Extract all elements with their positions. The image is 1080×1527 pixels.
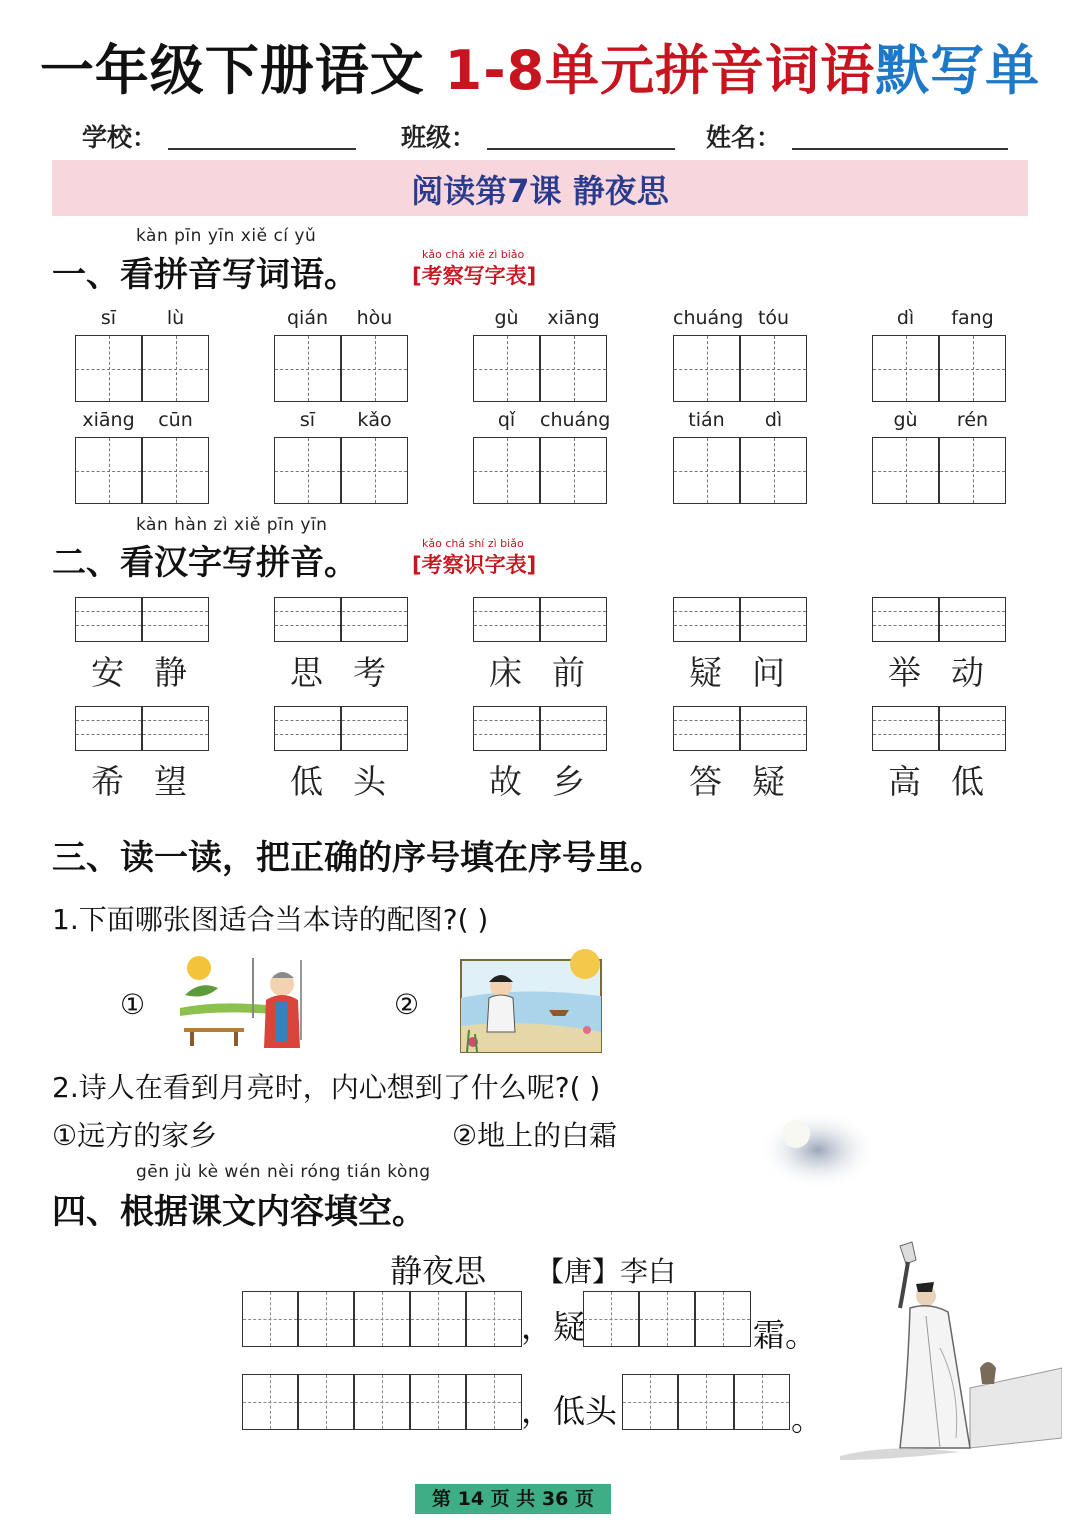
poem-blank-cell[interactable] (466, 1374, 522, 1430)
pinyin-label: qián (286, 307, 329, 329)
pinyin-label: sī (100, 307, 117, 329)
pinyin-writing-box[interactable] (740, 706, 807, 751)
hanzi-word: 希望 (91, 762, 217, 801)
pinyin-writing-box[interactable] (872, 597, 939, 642)
poem-blank-cell[interactable] (410, 1291, 466, 1347)
poem-blank-cell[interactable] (695, 1291, 751, 1347)
hanzi-word: 疑问 (689, 653, 815, 692)
pinyin-writing-box[interactable] (341, 597, 408, 642)
section2-tag-ruby: kǎo chá shí zì biǎo (422, 537, 524, 550)
hanzi-word: 思考 (290, 653, 416, 692)
pinyin-writing-box[interactable] (673, 597, 740, 642)
pinyin-label: sī (299, 409, 316, 431)
tianzige-writing-box[interactable] (142, 335, 209, 402)
tianzige-writing-box[interactable] (540, 335, 607, 402)
tianzige-writing-box[interactable] (872, 437, 939, 504)
poem-line2-mid: ，低头 (521, 1392, 618, 1430)
pinyin-writing-box[interactable] (473, 706, 540, 751)
question-1: 1.下面哪张图适合当本诗的配图?( ) (52, 903, 489, 936)
hanzi-word: 答疑 (689, 762, 815, 801)
pinyin-writing-box[interactable] (939, 597, 1006, 642)
tianzige-writing-box[interactable] (75, 335, 142, 402)
poem-line1-mid: ，疑 (521, 1308, 586, 1346)
tianzige-writing-box[interactable] (341, 437, 408, 504)
section1-ruby: kàn pīn yīn xiě cí yǔ (136, 226, 317, 246)
tianzige-writing-box[interactable] (939, 437, 1006, 504)
poem-blank-cell[interactable] (466, 1291, 522, 1347)
pinyin-label: chuáng (540, 409, 611, 431)
pinyin-writing-box[interactable] (142, 706, 209, 751)
pinyin-label: kǎo (357, 409, 392, 431)
poem-blank-cell[interactable] (734, 1374, 790, 1430)
hanzi-word: 安静 (91, 653, 217, 692)
section2-ruby: kàn hàn zì xiě pīn yīn (136, 515, 328, 535)
option-2-label: ② (394, 988, 420, 1021)
page-number-badge: 第 14 页 共 36 页 (415, 1484, 611, 1514)
section1-tag-ruby: kǎo chá xiě zì biǎo (422, 248, 525, 261)
hanzi-word: 故乡 (489, 762, 615, 801)
answer-option-1: ①远方的家乡 (52, 1119, 218, 1152)
tianzige-writing-box[interactable] (274, 437, 341, 504)
section1-heading: 一、看拼音写词语。 (52, 255, 358, 295)
pinyin-label: lù (166, 307, 185, 329)
pinyin-writing-box[interactable] (939, 706, 1006, 751)
pinyin-writing-box[interactable] (75, 706, 142, 751)
pinyin-label: rén (956, 409, 989, 431)
pinyin-writing-box[interactable] (872, 706, 939, 751)
poem-blank-cell[interactable] (242, 1374, 298, 1430)
pinyin-writing-box[interactable] (274, 706, 341, 751)
section1-tag: [考察写字表] (412, 264, 537, 288)
tianzige-writing-box[interactable] (341, 335, 408, 402)
title-part-3: 默写单 (875, 39, 1041, 102)
pinyin-writing-box[interactable] (673, 706, 740, 751)
moon-decoration (758, 1104, 878, 1192)
tianzige-writing-box[interactable] (274, 335, 341, 402)
pinyin-label: dì (764, 409, 783, 431)
option-2-picture[interactable] (459, 946, 613, 1054)
pinyin-writing-box[interactable] (75, 597, 142, 642)
pinyin-label: gù (893, 409, 918, 431)
school-field[interactable] (168, 148, 356, 150)
pinyin-label: tóu (757, 307, 790, 329)
pinyin-label: dì (896, 307, 915, 329)
poet-illustration (830, 1238, 1062, 1460)
poem-line1-end: 霜。 (753, 1316, 818, 1354)
tianzige-writing-box[interactable] (540, 437, 607, 504)
name-label: 姓名： (706, 123, 782, 152)
pinyin-label: qǐ (497, 409, 516, 431)
tianzige-writing-box[interactable] (740, 437, 807, 504)
poem-blank-cell[interactable] (298, 1291, 354, 1347)
pinyin-writing-box[interactable] (341, 706, 408, 751)
pinyin-label: gù (494, 307, 519, 329)
pinyin-label: cūn (158, 409, 193, 431)
section3-heading: 三、读一读，把正确的序号填在序号里。 (52, 838, 664, 878)
tianzige-writing-box[interactable] (740, 335, 807, 402)
pinyin-label: fang (951, 307, 994, 329)
pinyin-writing-box[interactable] (540, 597, 607, 642)
poem-blank-cell[interactable] (622, 1374, 678, 1430)
poem-blank-cell[interactable] (354, 1374, 410, 1430)
hanzi-word: 举动 (888, 653, 1014, 692)
title-part-2: 1-8单元拼音词语 (444, 39, 876, 102)
pinyin-writing-box[interactable] (473, 597, 540, 642)
option-1-label: ① (120, 988, 146, 1021)
pinyin-label: hòu (356, 307, 393, 329)
poem-blank-cell[interactable] (298, 1374, 354, 1430)
hanzi-word: 床前 (489, 653, 615, 692)
question-2: 2.诗人在看到月亮时，内心想到了什么呢?( ) (52, 1071, 601, 1104)
pinyin-writing-box[interactable] (142, 597, 209, 642)
tianzige-writing-box[interactable] (473, 335, 540, 402)
poem-author: 【唐】李白 (536, 1255, 677, 1288)
pinyin-label: tián (688, 409, 725, 431)
poem-blank-cell[interactable] (639, 1291, 695, 1347)
pinyin-label: xiāng (547, 307, 600, 329)
poem-blank-cell[interactable] (410, 1374, 466, 1430)
title-part-1: 一年级下册语文 (39, 39, 425, 102)
tianzige-writing-box[interactable] (673, 335, 740, 402)
section4-ruby: gēn jù kè wén nèi róng tián kòng (136, 1162, 431, 1182)
pinyin-label: xiāng (82, 409, 135, 431)
section2-tag: [考察识字表] (412, 553, 537, 577)
lesson-title: 阅读第7课 静夜思 (411, 172, 669, 210)
pinyin-label: chuáng (673, 307, 744, 329)
pinyin-writing-box[interactable] (540, 706, 607, 751)
tianzige-writing-box[interactable] (673, 437, 740, 504)
tianzige-writing-box[interactable] (142, 437, 209, 504)
pinyin-writing-box[interactable] (274, 597, 341, 642)
page-title (0, 28, 1080, 105)
section4-heading: 四、根据课文内容填空。 (52, 1192, 426, 1232)
poem-line2-end: 。 (791, 1400, 824, 1438)
poem-blank-cell[interactable] (242, 1291, 298, 1347)
class-field[interactable] (487, 148, 675, 150)
poem-title: 静夜思 (390, 1252, 487, 1290)
tianzige-writing-box[interactable] (872, 335, 939, 402)
tianzige-writing-box[interactable] (75, 437, 142, 504)
hanzi-word: 高低 (888, 762, 1014, 801)
tianzige-writing-box[interactable] (473, 437, 540, 504)
poem-blank-cell[interactable] (354, 1291, 410, 1347)
pinyin-writing-box[interactable] (740, 597, 807, 642)
tianzige-writing-box[interactable] (939, 335, 1006, 402)
poem-blank-cell[interactable] (678, 1374, 734, 1430)
school-label: 学校： (82, 123, 158, 152)
class-label: 班级： (401, 123, 477, 152)
option-1-picture[interactable] (180, 950, 310, 1050)
hanzi-word: 低头 (290, 762, 416, 801)
poem-blank-cell[interactable] (583, 1291, 639, 1347)
name-field[interactable] (792, 148, 1008, 150)
answer-option-2: ②地上的白霜 (452, 1119, 618, 1152)
section2-heading: 二、看汉字写拼音。 (52, 543, 358, 583)
